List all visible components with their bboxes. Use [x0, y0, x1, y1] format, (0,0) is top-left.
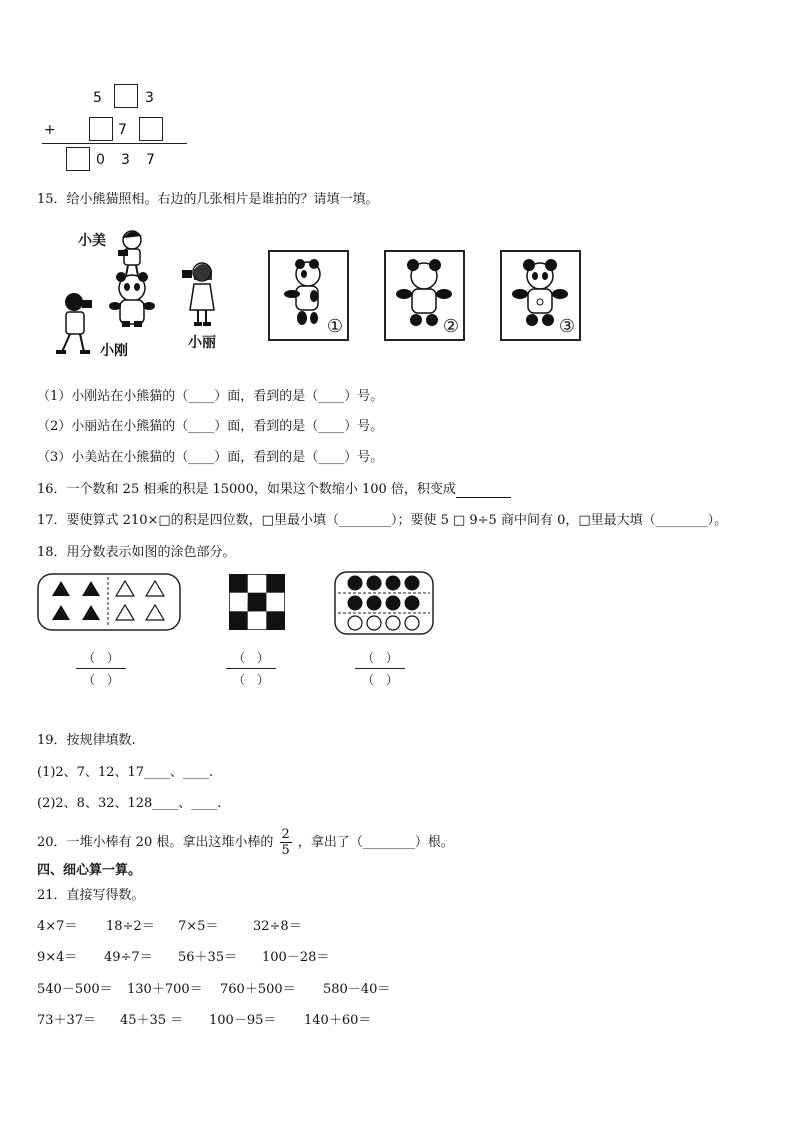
- q16-text: [37, 478, 511, 498]
- digit: 3: [145, 90, 154, 106]
- denominator-blank[interactable]: （ ）: [82, 673, 119, 687]
- photo-number: ③: [558, 316, 575, 337]
- photo-3: [500, 250, 581, 341]
- denominator: 5: [281, 843, 290, 858]
- digit: 7: [118, 122, 127, 138]
- q15-sub3: （3）小美站在小熊猫的（____）面，看到的是（____）号。: [37, 450, 384, 465]
- answer-box[interactable]: [139, 117, 163, 141]
- q16-question: 16．一个数和 25 相乘的积是 15000，如果这个数缩小 100 倍，积变成: [37, 482, 456, 497]
- xiaomei-figure: [118, 231, 142, 276]
- calc-item: 760＋500＝: [220, 982, 296, 997]
- q15-sub1: （1）小刚站在小熊猫的（____）面，看到的是（____）号。: [37, 389, 384, 404]
- plus-sign: +: [44, 122, 56, 138]
- numerator: 2: [281, 827, 290, 842]
- photo-number: ②: [442, 316, 459, 337]
- photo-1: [268, 250, 349, 341]
- photo-number: ①: [326, 316, 343, 337]
- q19-line1: (1)2、7、12、17____、____.: [37, 765, 214, 780]
- q15-title: 15．给小熊猫照相。右边的几张相片是谁拍的？请填一填。: [37, 192, 379, 207]
- calc-item: 100－28＝: [262, 950, 330, 965]
- calc-item: 580－40＝: [323, 982, 391, 997]
- digit: 7: [146, 152, 155, 168]
- panda-figure: [109, 272, 155, 327]
- numerator-blank[interactable]: （ ）: [82, 651, 119, 665]
- calc-item: 49÷7＝: [104, 950, 153, 965]
- triangles-figure: [37, 573, 182, 633]
- sum-line: [42, 143, 187, 144]
- q20-text: [37, 827, 454, 858]
- calc-item: 18÷2＝: [106, 919, 155, 934]
- answer-box[interactable]: [114, 84, 138, 108]
- fraction-two-fifths: [280, 827, 292, 858]
- kids-panda-illustration: [52, 226, 242, 362]
- label-xiaomei: 小美: [78, 233, 106, 249]
- q20-before: 20．一堆小棒有 20 根。拿出这堆小棒的: [37, 835, 274, 850]
- denominator-blank[interactable]: （ ）: [232, 673, 269, 687]
- calc-item: 56＋35＝: [178, 950, 238, 965]
- circles-figure: [334, 571, 434, 635]
- numerator-blank[interactable]: （ ）: [361, 651, 398, 665]
- digit: 3: [121, 152, 130, 168]
- fraction-answer-1[interactable]: [76, 649, 126, 688]
- q15-sub2: （2）小丽站在小熊猫的（____）面，看到的是（____）号。: [37, 419, 384, 434]
- q21-title: 21．直接写得数。: [37, 888, 145, 903]
- label-xiaoli: 小丽: [188, 335, 216, 351]
- q19-line2: (2)2、8、32、128____、____.: [37, 796, 222, 811]
- xiaogang-figure: [56, 293, 92, 354]
- q20-after: ，拿出了（________）根。: [297, 835, 454, 850]
- photo-2: [384, 250, 465, 341]
- q19-title: 19．按规律填数.: [37, 733, 136, 748]
- q17-text: 17．要使算式 210×□的积是四位数，□里最小填（________）；要使 5 □ 9÷5 商中间有 0，□里最大填（________）。: [37, 513, 728, 528]
- denominator-blank[interactable]: （ ）: [361, 673, 398, 687]
- section-title: 四、细心算一算。: [37, 863, 142, 878]
- answer-blank[interactable]: [456, 482, 511, 498]
- calc-item: 45＋35 ＝: [120, 1013, 184, 1028]
- xiaoli-figure: [182, 263, 214, 326]
- q18-title: 18．用分数表示如图的涂色部分。: [37, 545, 236, 560]
- fraction-answer-2[interactable]: [226, 649, 276, 688]
- calc-item: 100－95＝: [209, 1013, 277, 1028]
- fraction-bar: [355, 668, 405, 669]
- checkerboard-figure: [229, 574, 285, 630]
- calc-item: 4×7＝: [37, 919, 78, 934]
- calc-item: 540－500＝: [37, 982, 113, 997]
- fraction-answer-3[interactable]: [355, 649, 405, 688]
- fraction-bar: [76, 668, 126, 669]
- calc-item: 140＋60＝: [304, 1013, 372, 1028]
- digit: 5: [93, 90, 102, 106]
- label-xiaogang: 小刚: [100, 343, 128, 359]
- calc-item: 73＋37＝: [37, 1013, 97, 1028]
- calc-item: 7×5＝: [178, 919, 219, 934]
- calc-item: 32÷8＝: [253, 919, 302, 934]
- numerator-blank[interactable]: （ ）: [232, 651, 269, 665]
- answer-box[interactable]: [89, 117, 113, 141]
- calc-item: 9×4＝: [37, 950, 78, 965]
- fraction-bar: [226, 668, 276, 669]
- digit: 0: [96, 152, 105, 168]
- calc-item: 130＋700＝: [127, 982, 203, 997]
- answer-box[interactable]: [66, 147, 90, 171]
